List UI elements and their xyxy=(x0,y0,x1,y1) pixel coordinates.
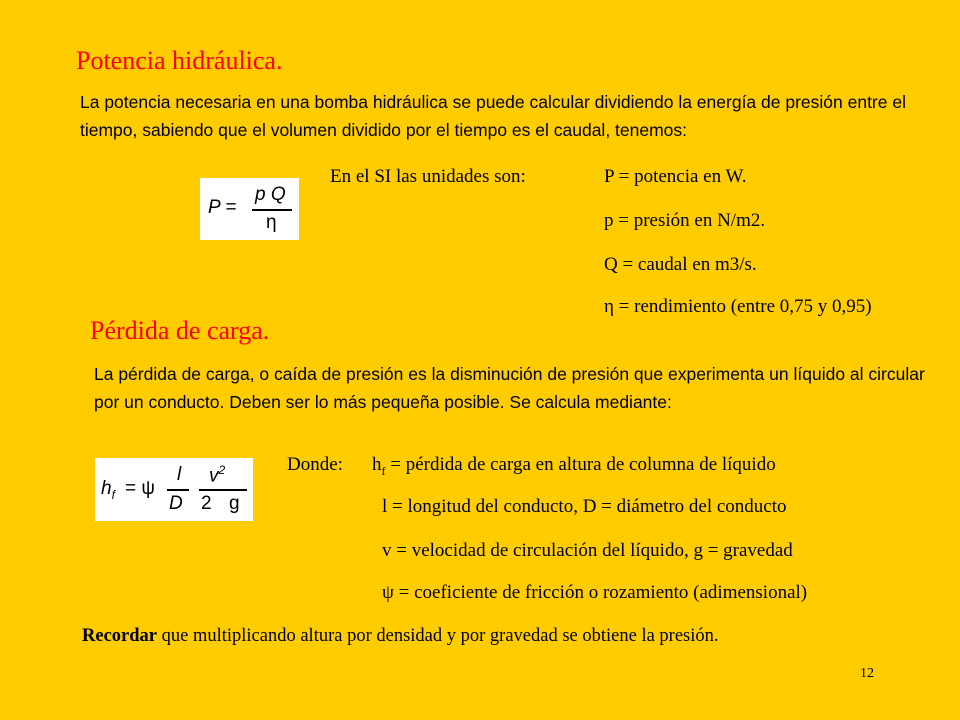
section-intro-perdida: La pérdida de carga, o caída de presión es la disminución de presión que experimenta un líquido al circular por un conducto. Deben ser lo más pequeña posible. Se calcula mediante: xyxy=(94,364,925,412)
fraction-bar xyxy=(199,489,247,491)
definition-line: ψ = coeficiente de fricción o rozamiento (adimensional) xyxy=(382,582,808,603)
definition-line: v = velocidad de circulación del líquido, g = gravedad xyxy=(382,540,793,561)
formula-eq-psi: = ψ xyxy=(125,478,155,499)
power-formula xyxy=(200,178,299,240)
page-number: 12 xyxy=(860,666,874,681)
section-title-potencia: Potencia hidráulica. xyxy=(76,46,283,75)
where-label: Donde: xyxy=(287,454,343,475)
fraction1-denominator: D xyxy=(169,493,183,514)
unit-line: Q = caudal en m3/s. xyxy=(604,254,757,275)
definition-line: l = longitud del conducto, D = diámetro del conducto xyxy=(382,496,787,517)
section-title-perdida: Pérdida de carga. xyxy=(90,316,270,345)
section-intro-potencia: La potencia necesaria en una bomba hidráulica se puede calcular dividiendo la energía de presión entre el tiempo, sabiendo que el volumen dividido por el tiempo es el caudal, tenemos: xyxy=(80,92,906,140)
footer-note: Recordar que multiplicando altura por densidad y por gravedad se obtiene la presión. xyxy=(82,626,719,646)
formula-denominator: η xyxy=(266,212,277,233)
unit-line: p = presión en N/m2. xyxy=(604,210,766,231)
unit-line: P = potencia en W. xyxy=(604,166,747,187)
fraction2-denominator-a: 2 xyxy=(201,493,212,514)
fraction-bar xyxy=(167,489,189,491)
formula-lhs: $h_f$ xyxy=(101,478,115,502)
fraction-bar xyxy=(252,209,292,211)
units-label: En el SI las unidades son: xyxy=(330,166,526,187)
fraction1-numerator: l xyxy=(177,464,182,485)
head-loss-formula xyxy=(95,458,253,521)
unit-line: η = rendimiento (entre 0,75 y 0,95) xyxy=(604,296,872,317)
formula-lhs: P = xyxy=(208,197,237,218)
formula-numerator: p Q xyxy=(255,184,286,205)
definition-line: $h_f$ = pérdida de carga en altura de columna de líquido xyxy=(372,454,776,478)
fraction2-denominator-b: g xyxy=(229,493,240,514)
fraction2-numerator: $v^2$ xyxy=(209,463,226,487)
